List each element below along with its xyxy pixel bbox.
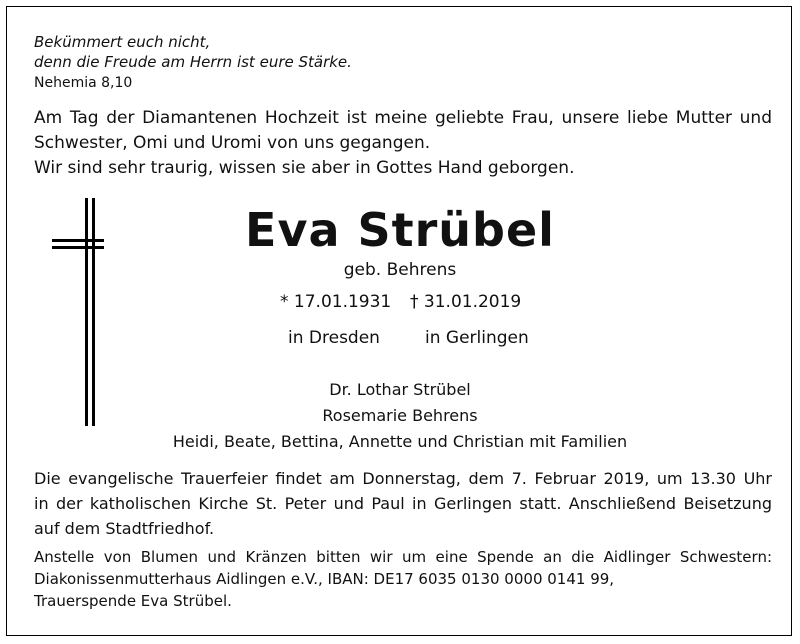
bible-verse bbox=[34, 32, 352, 72]
donation-line: Trauerspende Eva Strübel. bbox=[34, 592, 232, 610]
intro-line: Wir sind sehr traurig, wissen sie aber in Gottes Hand geborgen. bbox=[34, 158, 575, 178]
donation-line: Anstelle von Blumen und Kränzen bitten wir um eine Spende an die Aidlinger Schwestern: bbox=[34, 548, 772, 566]
survivor-line: Dr. Lothar Strübel bbox=[329, 380, 471, 399]
service-line: auf dem Stadtfriedhof. bbox=[34, 519, 215, 538]
verse-line: denn die Freude am Herrn ist eure Stärke. bbox=[34, 53, 352, 71]
death-date: † 31.01.2019 bbox=[410, 292, 522, 312]
donation-line: Diakonissenmutterhaus Aidlingen e.V., IBAN: DE17 6035 0130 0000 0141 99, bbox=[34, 570, 615, 588]
funeral-service-paragraph bbox=[34, 466, 772, 541]
survivor-line: Heidi, Beate, Bettina, Annette und Christian mit Familien bbox=[172, 432, 628, 451]
death-place: in Gerlingen bbox=[425, 328, 529, 348]
intro-line: Schwester, Omi und Uromi von uns gegangen. bbox=[34, 133, 431, 153]
birth-place: in Dresden bbox=[288, 328, 380, 348]
survivor-line: Rosemarie Behrens bbox=[322, 406, 478, 425]
notice-border bbox=[6, 6, 792, 636]
birth-date: * 17.01.1931 bbox=[280, 292, 392, 312]
survivors-list bbox=[0, 377, 800, 455]
donation-paragraph bbox=[34, 546, 772, 612]
service-line: in der katholischen Kirche St. Peter und Paul in Gerlingen statt. Anschließend Beisetzung bbox=[34, 494, 772, 513]
intro-paragraph bbox=[34, 106, 772, 181]
service-line: Die evangelische Trauerfeier findet am Donnerstag, dem 7. Februar 2019, um 13.30 Uhr bbox=[34, 469, 772, 488]
maiden-name: geb. Behrens bbox=[343, 260, 457, 280]
deceased-name: Eva Strübel bbox=[245, 203, 555, 257]
intro-line: Am Tag der Diamantenen Hochzeit ist meine geliebte Frau, unsere liebe Mutter und bbox=[34, 108, 772, 128]
verse-reference: Nehemia 8,10 bbox=[34, 75, 133, 91]
verse-line: Bekümmert euch nicht, bbox=[34, 33, 211, 51]
